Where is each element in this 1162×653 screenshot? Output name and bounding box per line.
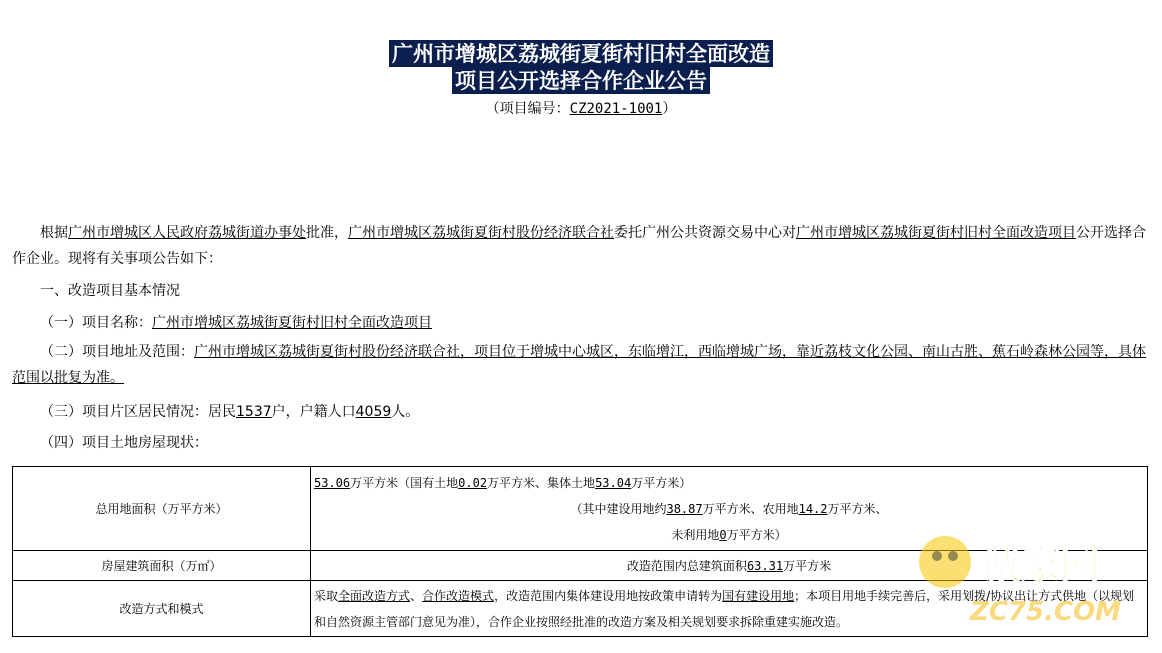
households-value: 1537	[236, 404, 272, 420]
project-address-value: 广州市增城区荔城街夏街村股份经济联合社，项目位于增城中心城区，东临增江，西临增城广场，靠近荔枝文化公园、南山古胜、蕉石岭森林公园等，具体范围以批复为准。	[12, 344, 1146, 386]
residents-item: （三）项目片区居民情况：居民1537户，户籍人口4059人。	[40, 404, 420, 420]
title-line-2: 项目公开选择合作企业公告	[452, 67, 710, 94]
project-name-item: （一）项目名称：广州市增城区荔城街夏街村旧村全面改造项目	[40, 315, 432, 331]
table-row	[13, 467, 1148, 551]
table-row	[13, 551, 1148, 581]
table-row	[13, 581, 1148, 637]
project-code: CZ2021-1001	[569, 101, 663, 117]
watermark-text: 诚家园	[980, 542, 1100, 588]
building-area-cell: 改造范围内总建筑面积63.31万平方米	[311, 551, 1148, 581]
land-status-table	[12, 466, 1148, 637]
section-heading: 一、改造项目基本情况	[40, 283, 180, 299]
watermark-url: ZC75.COM	[970, 597, 1122, 627]
title-line-1: 广州市增城区荔城街夏街村旧村全面改造	[389, 40, 773, 67]
mode-cell: 采取全面改造方式、合作改造模式，改造范围内集体建设用地按政策申请转为国有建设用地；本项目用地手续完善后，采用划拨/协议出让方式供地（以规划和自然资源主管部门意见为准），合作企业按照经批准的改造方案及相关规划要求拆除重建实施改造。	[311, 581, 1148, 637]
total-land-label: 总用地面积（万平方米）	[13, 467, 311, 551]
mode-label: 改造方式和模式	[13, 581, 311, 637]
population-value: 4059	[355, 404, 392, 420]
land-status-item: （四）项目土地房屋现状：	[40, 435, 208, 451]
project-address-item: （二）项目地址及范围：广州市增城区荔城街夏街村股份经济联合社，项目位于增城中心城区，东临增江，西临增城广场，靠近荔枝文化公园、南山古胜、蕉石岭森林公园等，具体范围以批复为准。	[12, 344, 1146, 386]
project-number: （项目编号：CZ2021-1001）	[485, 101, 677, 117]
announcement-header	[0, 40, 1162, 118]
building-area-label: 房屋建筑面积（万㎡）	[13, 551, 311, 581]
intro-paragraph: 根据广州市增城区人民政府荔城街道办事处批准，广州市增城区荔城街夏街村股份经济联合社委托广州公共资源交易中心对广州市增城区荔城街夏街村旧村全面改造项目公开选择合作企业。现将有关事项公告如下：	[12, 225, 1146, 267]
project-name-value: 广州市增城区荔城街夏街村旧村全面改造项目	[152, 315, 432, 331]
total-land-cell: 53.06万平方米（国有土地0.02万平方米、集体土地53.04万平方米） （其中建设用地约38.87万平方米、农用地14.2万平方米、 未利用地0万平方米）	[311, 467, 1148, 551]
